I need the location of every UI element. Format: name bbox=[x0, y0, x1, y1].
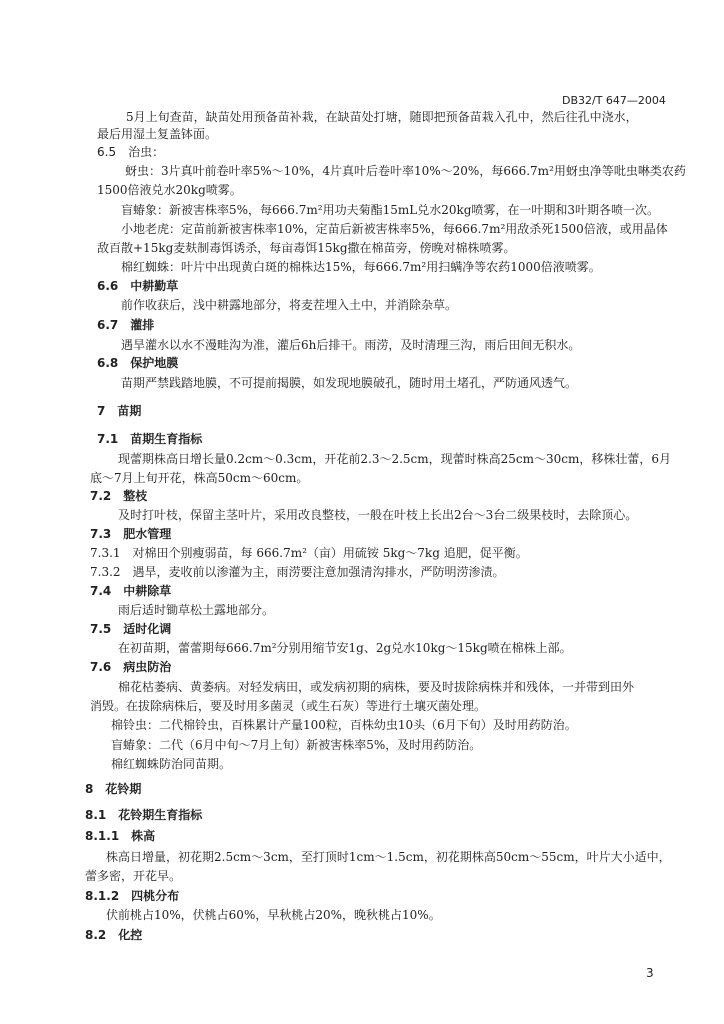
chapter-heading: 8 花铃期 bbox=[85, 782, 142, 796]
page-number: 3 bbox=[646, 966, 654, 980]
section-heading: 7.3 肥水管理 bbox=[90, 527, 172, 541]
body-line: 7.3.2 遇旱，麦收前以渗灌为主，雨涝要注意加强清沟排水，严防明涝渗渍。 bbox=[90, 565, 505, 579]
body-line: 盲蝽象：二代（6月中旬～7月上旬）新被害株率5%，及时用药防治。 bbox=[111, 738, 482, 752]
body-line: 盲蝽象：新被害株率5%，每666.7m²用功夫菊酯15mL兑水20kg喷雾，在一叶期和3叶期各喷一次。 bbox=[121, 203, 660, 217]
body-line: 苗期严禁践踏地膜，不可提前揭膜，如发现地膜破孔，随时用土堵孔，严防通风透气。 bbox=[121, 376, 578, 390]
section-heading: 8.1.2 四桃分布 bbox=[85, 889, 180, 903]
section-heading: 7.1 苗期生育指标 bbox=[97, 432, 203, 446]
body-line: 蕾多密，开花早。 bbox=[85, 869, 182, 883]
body-line: 棉红蜘蛛防治同苗期。 bbox=[111, 757, 232, 771]
section-heading: 8.1.1 株高 bbox=[85, 829, 156, 843]
section-heading: 8.2 化控 bbox=[85, 928, 143, 942]
body-line: 株高日增量，初花期2.5cm～3cm，至打顶时1cm～1.5cm，初花期株高50cm～55cm，叶片大小适中， bbox=[106, 850, 671, 864]
section-heading: 6.8 保护地膜 bbox=[97, 356, 179, 370]
section-heading: 8.1 花铃期生育指标 bbox=[85, 808, 203, 822]
body-line: 雨后适时锄草松土露地部分。 bbox=[118, 603, 275, 617]
section-heading: 6.5 治虫： bbox=[97, 145, 165, 159]
body-line: 小地老虎：定苗前新被害株率10%，定苗后新被害株率5%，每666.7m²用敌杀死1500倍液，或用晶体 bbox=[121, 222, 668, 236]
body-line: 棉铃虫：二代棉铃虫，百株累计产量100粒，百株幼虫10头（6月下旬）及时用药防治。 bbox=[111, 718, 577, 732]
body-line: 最后用湿土复盖钵面。 bbox=[97, 127, 218, 141]
body-line: 前作收获后，浅中耕露地部分，将麦茬埋入土中，并消除杂草。 bbox=[121, 298, 458, 312]
section-heading: 6.7 灌排 bbox=[97, 318, 155, 332]
body-line: 及时打叶枝，保留主茎叶片，采用改良整枝，一般在叶枝上长出2台～3台二级果枝时，去除顶心。 bbox=[118, 508, 638, 522]
body-line: 在初苗期，蕾蕾期每666.7m²分别用缩节安1g、2g兑水10kg～15kg喷在棉株上部。 bbox=[118, 641, 572, 655]
body-line: 底～7月上旬开花，株高50cm～60cm。 bbox=[90, 471, 309, 485]
body-line: 敌百散+15kg麦麸制毒饵诱杀，每亩毒饵15kg撒在棉苗旁，傍晚对棉株喷雾。 bbox=[97, 241, 516, 255]
body-line: 棉红蜘蛛：叶片中出现黄白斑的棉株达15%，每666.7m²用扫螨净等农药1000倍液喷雾。 bbox=[121, 260, 601, 274]
section-heading: 7.2 整枝 bbox=[90, 489, 148, 503]
section-heading: 7.6 病虫防治 bbox=[90, 660, 172, 674]
body-line: 消毁。在拔除病株后，要及时用多菌灵（或生石灰）等进行土壤灭菌处理。 bbox=[90, 699, 487, 713]
body-line: 蚜虫：3片真叶前卷叶率5%～10%，4片真叶后卷叶率10%～20%，每666.7m²用蚜虫净等吡虫啉类农药 bbox=[125, 164, 686, 178]
body-line: 1500倍液兑水20kg喷雾。 bbox=[97, 183, 242, 197]
body-line: 5月上旬查苗，缺苗处用预备苗补栽，在缺苗处打塘，随即把预备苗栽入孔中，然后往孔中浇水， bbox=[126, 110, 638, 124]
body-line: 棉花枯萎病、黄萎病。对轻发病田，或发病初期的病株，要及时拔除病株并和残体，一并带到田外 bbox=[118, 680, 635, 694]
body-line: 遇旱灌水以水不漫畦沟为准，灌后6h后排干。雨涝，及时清理三沟，雨后田间无积水。 bbox=[121, 338, 581, 352]
body-line: 伏前桃占10%，伏桃占60%，早秋桃占20%，晚秋桃占10%。 bbox=[106, 908, 441, 922]
section-heading: 7.4 中耕除草 bbox=[90, 584, 172, 598]
section-heading: 6.6 中耕勤草 bbox=[97, 279, 179, 293]
body-line: 7.3.1 对棉田个别瘦弱苗，每 666.7m²（亩）用硫铵 5kg～7kg 追肥，促平衡。 bbox=[90, 546, 528, 560]
document-code: DB32/T 647—2004 bbox=[562, 94, 666, 107]
chapter-heading: 7 苗期 bbox=[97, 404, 142, 418]
section-heading: 7.5 适时化调 bbox=[90, 622, 172, 636]
body-line: 现蕾期株高日增长量0.2cm～0.3cm，开花前2.3～2.5cm，现蕾时株高25cm～30cm，移株壮蕾，6月 bbox=[118, 452, 672, 466]
